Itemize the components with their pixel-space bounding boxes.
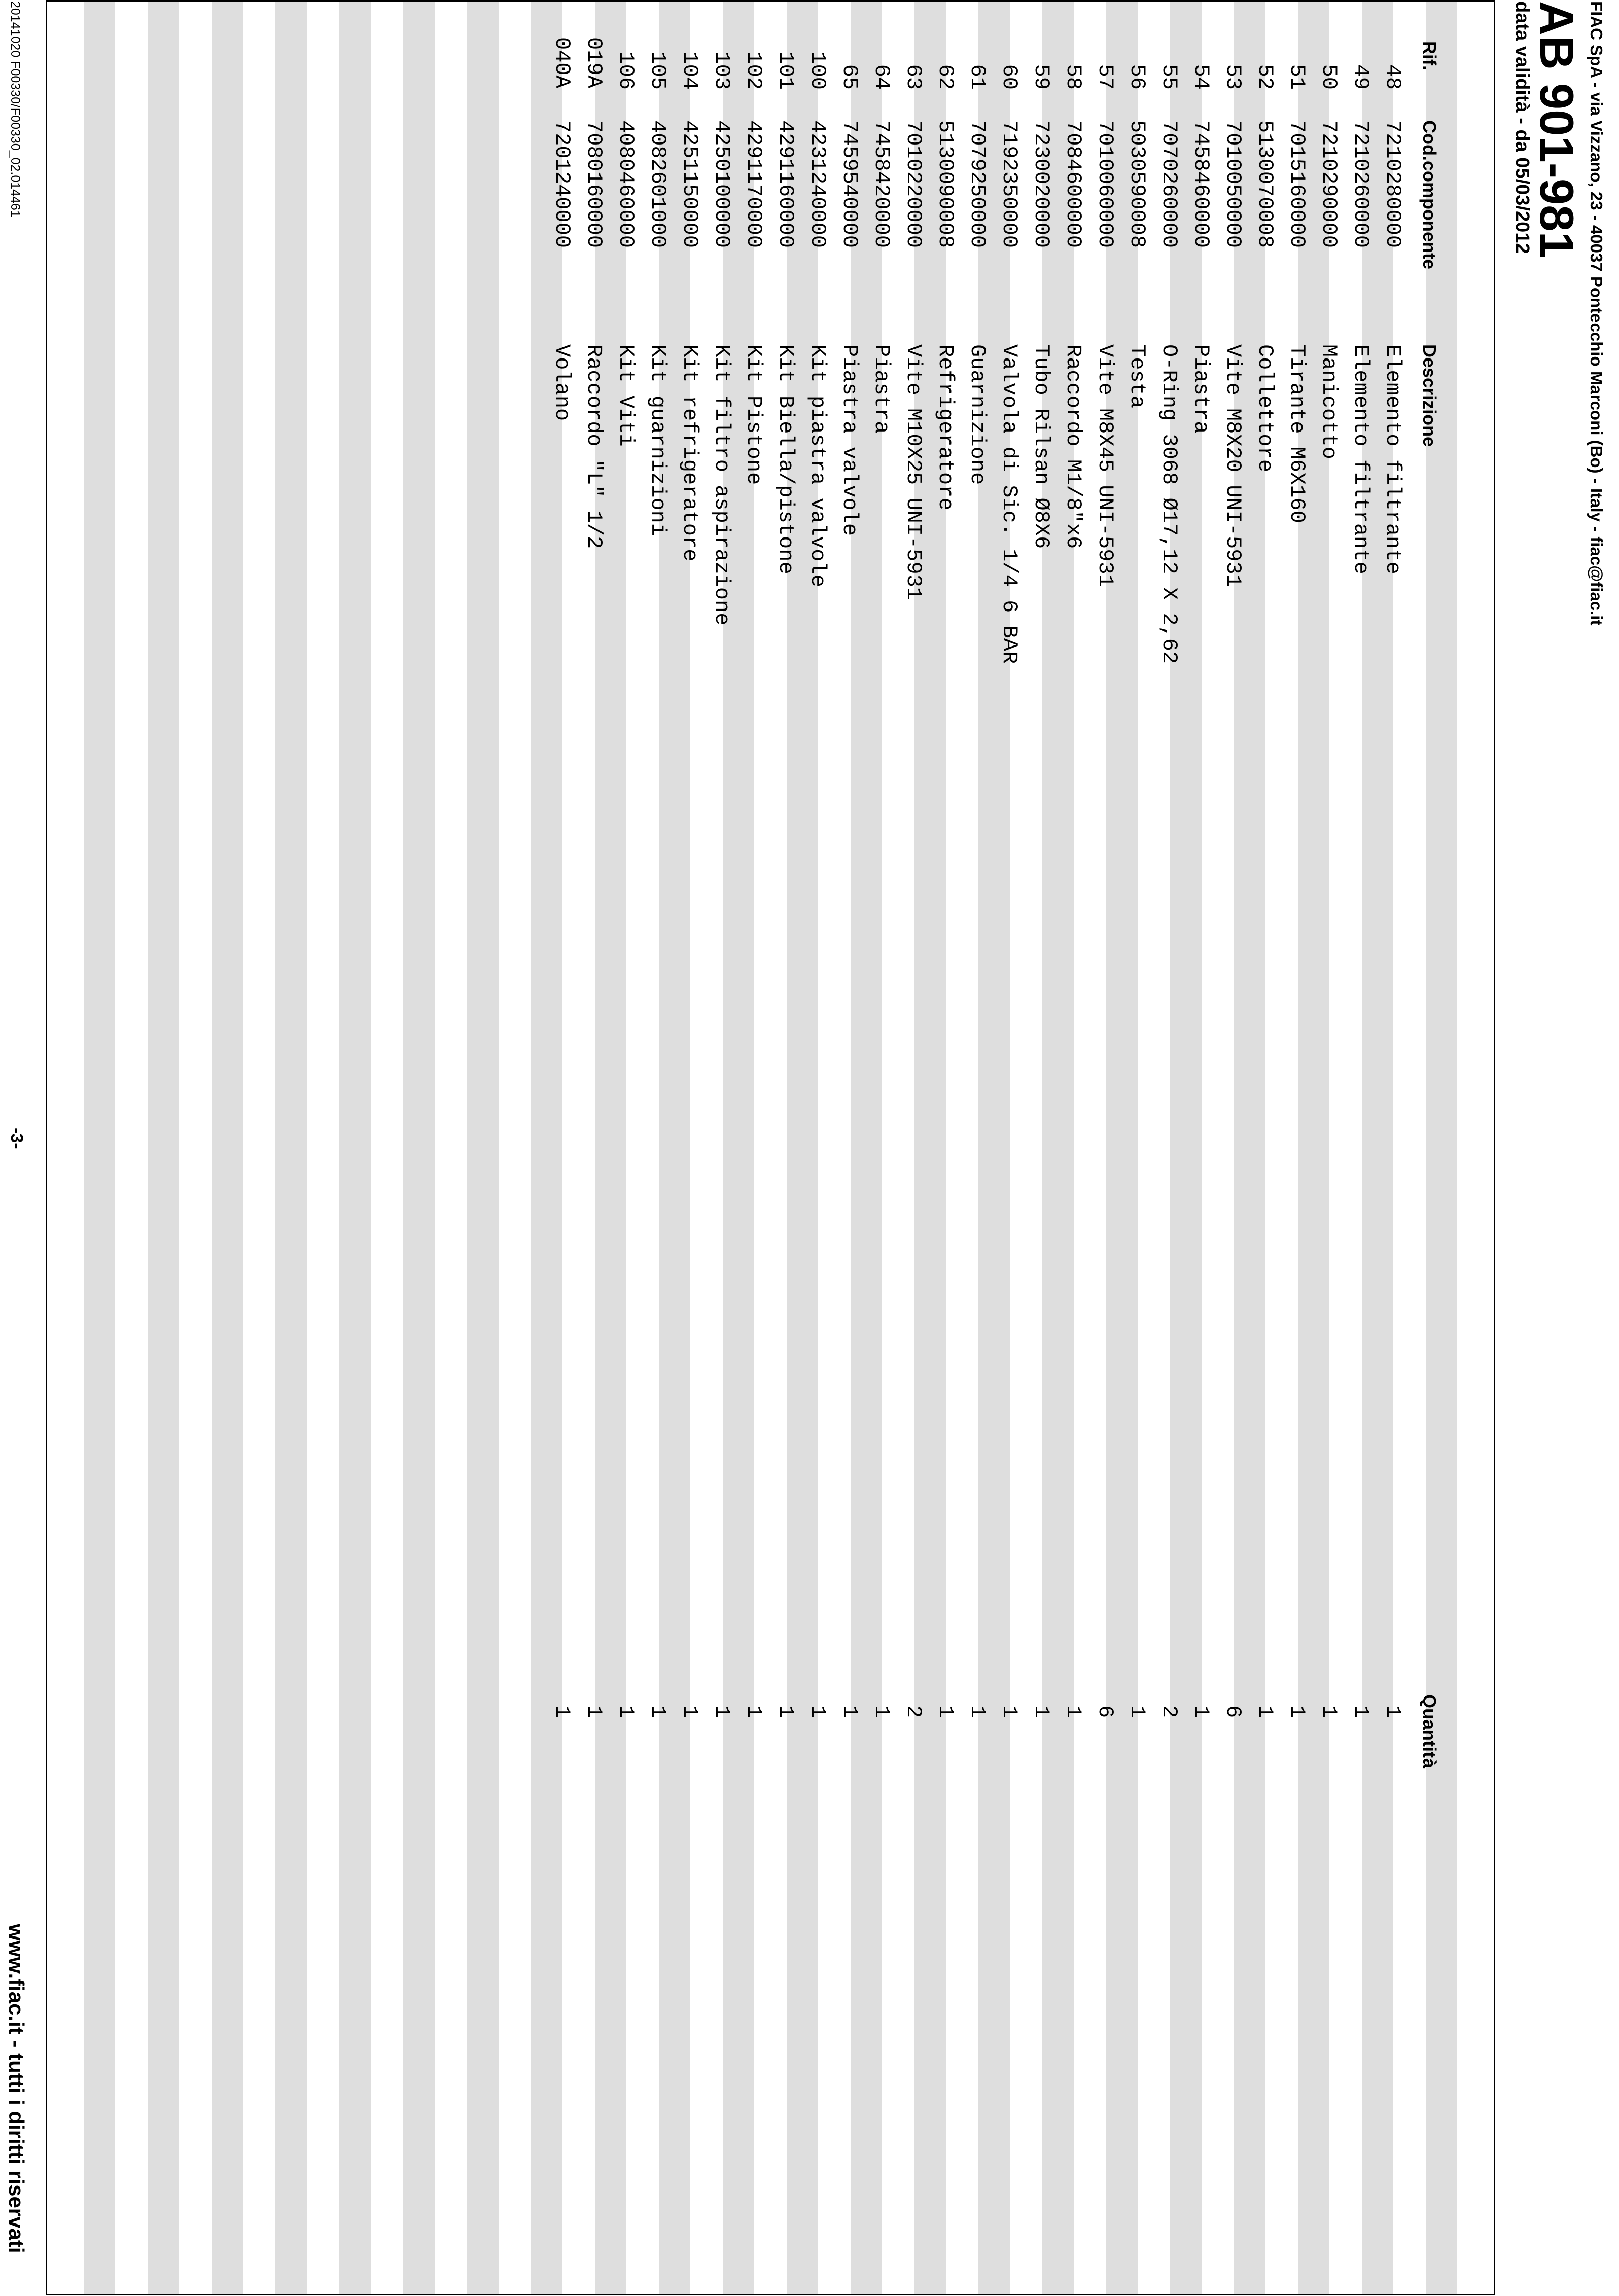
cell-code: 4231240000 [805, 120, 830, 248]
cell-description: Kit Biella/pistone [773, 344, 798, 575]
cell-code: 7070260000 [1157, 120, 1181, 248]
document-code: 20141020 F00330/F00330_02.014461 [8, 1, 22, 218]
cell-quantity: 1 [1317, 1705, 1341, 1718]
cell-code: 7230020000 [1029, 120, 1053, 248]
cell-description: Refrigeratore [933, 344, 958, 511]
cell-code: 5130090008 [933, 120, 958, 248]
cell-rif: 61 [965, 64, 990, 90]
cell-code: 4250100000 [710, 120, 734, 248]
cell-rif: 58 [1061, 64, 1085, 90]
cell-description: Kit Pistone [742, 344, 766, 485]
cell-rif: 53 [1221, 64, 1245, 90]
cell-rif: 019A [582, 37, 606, 88]
cell-rif: 64 [869, 64, 894, 90]
cell-code: 7210260000 [1349, 120, 1373, 248]
cell-rif: 51 [1285, 64, 1309, 90]
cell-description: Vite M10X25 UNI-5931 [901, 344, 926, 600]
table-row [1377, 2, 1409, 2294]
cell-quantity: 1 [869, 1705, 894, 1718]
cell-quantity: 1 [582, 1705, 606, 1718]
parts-table [46, 0, 1495, 2295]
table-row [1249, 2, 1281, 2294]
cell-rif: 59 [1029, 64, 1053, 90]
cell-quantity: 1 [805, 1705, 830, 1718]
cell-description: Vite M8X45 UNI-5931 [1093, 344, 1117, 587]
cell-description: Elemento filtrante [1381, 344, 1405, 575]
cell-rif: 100 [805, 51, 830, 90]
table-row [897, 2, 929, 2294]
cell-quantity: 1 [1349, 1705, 1373, 1718]
model-title: AB 901-981 [1530, 1, 1583, 258]
cell-quantity: 1 [1285, 1705, 1309, 1718]
cell-rif: 104 [678, 51, 702, 90]
cell-rif: 65 [837, 64, 862, 90]
cell-quantity: 1 [614, 1705, 638, 1718]
cell-description: O-Ring 3068 Ø17,12 X 2,62 [1157, 344, 1181, 664]
cell-rif: 60 [997, 64, 1022, 90]
cell-code: 4291160000 [773, 120, 798, 248]
cell-quantity: 1 [965, 1705, 990, 1718]
cell-quantity: 1 [710, 1705, 734, 1718]
cell-code: 7080160000 [582, 120, 606, 248]
cell-description: Valvola di Sic. 1/4 6 BAR [997, 344, 1022, 664]
cell-rif: 101 [773, 51, 798, 90]
column-header-rif: Rif. [1419, 41, 1440, 70]
cell-rif: 48 [1381, 64, 1405, 90]
cell-description: Testa [1125, 344, 1149, 409]
cell-quantity: 1 [837, 1705, 862, 1718]
cell-description: Kit piastra valvole [805, 344, 830, 587]
cell-quantity: 6 [1093, 1705, 1117, 1718]
table-row [1089, 2, 1121, 2294]
cell-code: 7015160000 [1285, 120, 1309, 248]
table-row [706, 2, 737, 2294]
cell-rif: 63 [901, 64, 926, 90]
cell-description: Guarnizione [965, 344, 990, 485]
cell-code: 7010220000 [901, 120, 926, 248]
cell-rif: 040A [550, 37, 574, 88]
cell-quantity: 1 [1125, 1705, 1149, 1718]
table-row [1281, 2, 1313, 2294]
cell-description: Piastra valvole [837, 344, 862, 536]
column-header-description: Descrizione [1419, 344, 1440, 447]
table-row [993, 2, 1025, 2294]
cell-rif: 55 [1157, 64, 1181, 90]
row-stripe [148, 2, 179, 2294]
cell-quantity: 1 [1029, 1705, 1053, 1718]
cell-code: 7192350000 [997, 120, 1022, 248]
cell-quantity: 1 [1253, 1705, 1277, 1718]
table-row [546, 2, 578, 2294]
cell-rif: 56 [1125, 64, 1149, 90]
row-stripe [467, 2, 499, 2294]
cell-code: 7459540000 [837, 120, 862, 248]
cell-code: 4251150000 [678, 120, 702, 248]
cell-code: 4080460000 [614, 120, 638, 248]
column-header-quantity: Quantità [1419, 1694, 1440, 1769]
cell-rif: 57 [1093, 64, 1117, 90]
cell-description: Raccordo "L" 1/2 [582, 344, 606, 549]
cell-description: Manicotto [1317, 344, 1341, 459]
cell-code: 7210280000 [1381, 120, 1405, 248]
cell-description: Tubo Rilsan Ø8X6 [1029, 344, 1053, 549]
table-row [737, 2, 769, 2294]
cell-code: 4082601000 [646, 120, 670, 248]
cell-quantity: 2 [901, 1705, 926, 1718]
table-row [610, 2, 642, 2294]
cell-code: 5130070008 [1253, 120, 1277, 248]
cell-quantity: 6 [1221, 1705, 1245, 1718]
table-row [1345, 2, 1377, 2294]
cell-rif: 50 [1317, 64, 1341, 90]
table-row [578, 2, 610, 2294]
cell-code: 7084600000 [1061, 120, 1085, 248]
cell-quantity: 1 [646, 1705, 670, 1718]
table-row [833, 2, 865, 2294]
table-row [674, 2, 706, 2294]
cell-description: Collettore [1253, 344, 1277, 473]
cell-code: 7010060000 [1093, 120, 1117, 248]
cell-code: 7458460000 [1189, 120, 1213, 248]
cell-rif: 105 [646, 51, 670, 90]
cell-quantity: 1 [773, 1705, 798, 1718]
website-rights: www.fiac.it - tutti i diritti riservati [5, 1924, 28, 2253]
cell-quantity: 1 [997, 1705, 1022, 1718]
cell-rif: 54 [1189, 64, 1213, 90]
cell-quantity: 1 [933, 1705, 958, 1718]
table-row [1025, 2, 1057, 2294]
cell-description: Tirante M6X160 [1285, 344, 1309, 523]
cell-description: Kit Viti [614, 344, 638, 447]
cell-description: Volano [550, 344, 574, 421]
cell-rif: 102 [742, 51, 766, 90]
cell-description: Raccordo M1/8"x6 [1061, 344, 1085, 549]
cell-code: 7079250000 [965, 120, 990, 248]
table-row [769, 2, 801, 2294]
cell-quantity: 1 [1381, 1705, 1405, 1718]
page-number: -3- [7, 1128, 26, 1149]
table-row [1153, 2, 1185, 2294]
column-header-code: Cod.componente [1419, 120, 1440, 269]
row-stripe [84, 2, 115, 2294]
table-row [1185, 2, 1217, 2294]
cell-rif: 49 [1349, 64, 1373, 90]
cell-code: 4291170000 [742, 120, 766, 248]
cell-quantity: 1 [678, 1705, 702, 1718]
row-stripe [275, 2, 307, 2294]
cell-quantity: 2 [1157, 1705, 1181, 1718]
table-row [865, 2, 897, 2294]
cell-code: 7458420000 [869, 120, 894, 248]
cell-description: Kit filtro aspirazione [710, 344, 734, 626]
cell-quantity: 1 [1189, 1705, 1213, 1718]
cell-code: 7010050000 [1221, 120, 1245, 248]
table-row [1217, 2, 1249, 2294]
cell-quantity: 1 [1061, 1705, 1085, 1718]
table-row [642, 2, 674, 2294]
cell-quantity: 1 [550, 1705, 574, 1718]
table-row [1057, 2, 1089, 2294]
table-row [801, 2, 833, 2294]
table-row [1121, 2, 1153, 2294]
cell-code: 7210290000 [1317, 120, 1341, 248]
company-address: FIAC SpA - via Vizzano, 23 - 40037 Pontecchio Marconi (Bo) - Italy - fiac@fiac.it [1587, 1, 1606, 626]
row-stripe [403, 2, 435, 2294]
cell-description: Elemento filtrante [1349, 344, 1373, 575]
table-row [1313, 2, 1345, 2294]
validity-date: data validità - da 05/03/2012 [1511, 1, 1533, 254]
cell-code: 7201240000 [550, 120, 574, 248]
row-stripe [212, 2, 243, 2294]
cell-description: Kit guarnizioni [646, 344, 670, 536]
cell-description: Kit refrigeratore [678, 344, 702, 562]
table-row [961, 2, 993, 2294]
table-row [929, 2, 961, 2294]
row-stripe [339, 2, 371, 2294]
cell-rif: 52 [1253, 64, 1277, 90]
cell-quantity: 1 [742, 1705, 766, 1718]
cell-description: Piastra [1189, 344, 1213, 434]
cell-rif: 103 [710, 51, 734, 90]
cell-rif: 62 [933, 64, 958, 90]
cell-code: 5030590008 [1125, 120, 1149, 248]
cell-description: Piastra [869, 344, 894, 434]
cell-rif: 106 [614, 51, 638, 90]
cell-description: Vite M8X20 UNI-5931 [1221, 344, 1245, 587]
